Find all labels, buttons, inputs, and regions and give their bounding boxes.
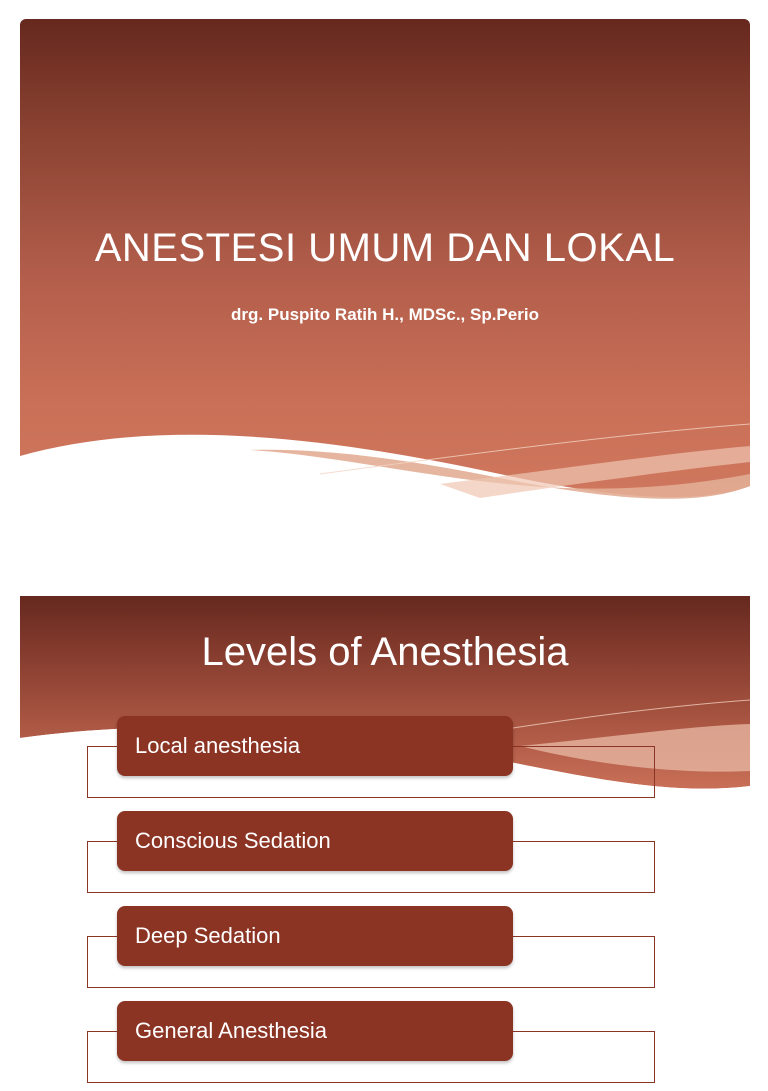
level-item xyxy=(20,1001,750,1091)
presentation-title: ANESTESI UMUM DAN LOKAL xyxy=(94,226,676,270)
level-item xyxy=(20,716,750,806)
level-item xyxy=(20,906,750,996)
level-item xyxy=(20,811,750,901)
title-slide xyxy=(20,19,750,524)
levels-slide xyxy=(20,596,750,1043)
level-conscious-sedation[interactable]: Conscious Sedation xyxy=(117,811,513,871)
wave-decoration xyxy=(20,414,750,524)
presentation-author: drg. Puspito Ratih H., MDSc., Sp.Perio xyxy=(231,305,539,324)
level-general-anesthesia[interactable]: General Anesthesia xyxy=(117,1001,513,1061)
level-local-anesthesia[interactable]: Local anesthesia xyxy=(117,716,513,776)
level-deep-sedation[interactable]: Deep Sedation xyxy=(117,906,513,966)
slide-title: Levels of Anesthesia xyxy=(201,630,569,674)
